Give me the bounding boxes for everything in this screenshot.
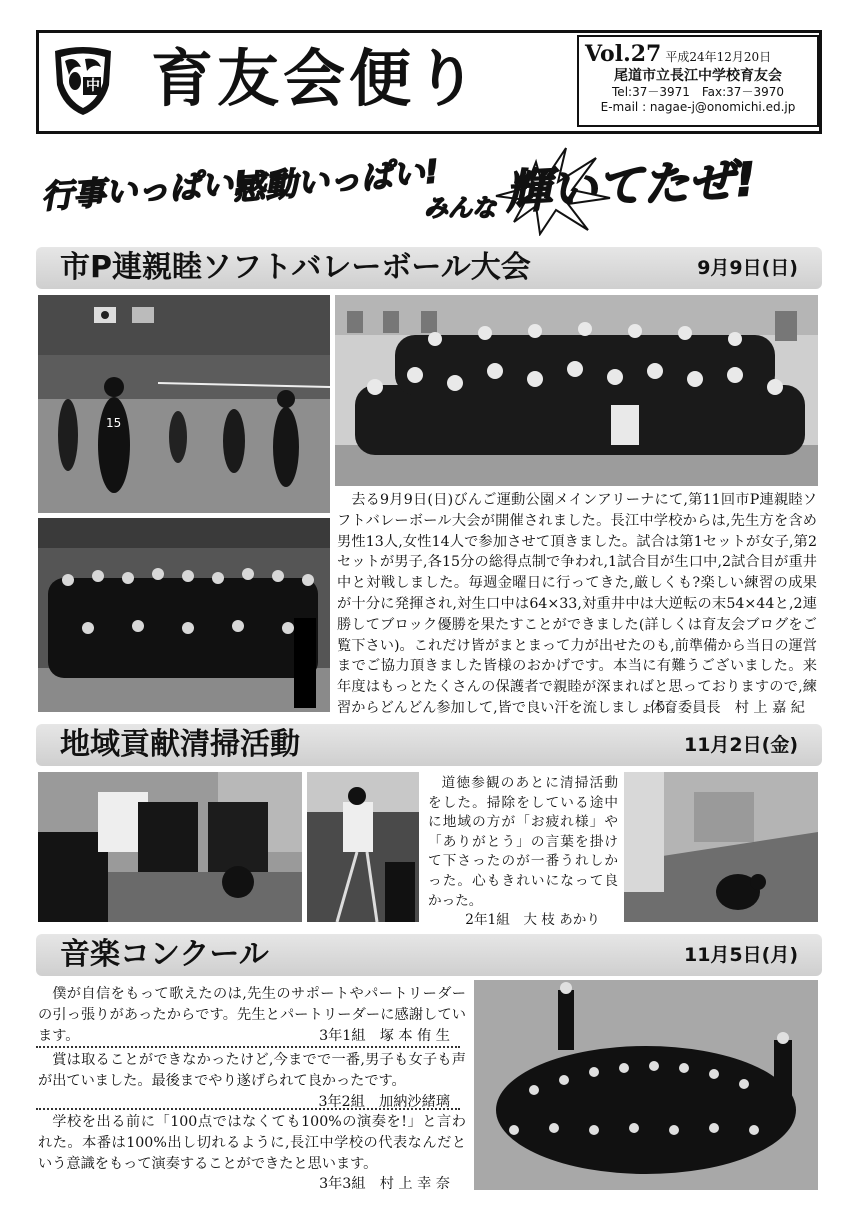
issue-date: 平成24年12月20日 (665, 50, 772, 64)
photo-volleyball-group (38, 518, 330, 712)
slogan-banner (36, 142, 822, 236)
jersey-number: 15 (106, 416, 122, 430)
music-comment-1-signature: 3年1組 塚 本 侑 生 (319, 1027, 450, 1044)
music-comment-1 (38, 984, 466, 1046)
article-volleyball-paragraph: 去る9月9日(日)びんご運動公園メインアリーナにて,第11回市P連親睦ソフトバレーボール大会が開催されました。長江中学校からは,先生方を含め男性13人,女性14人で参加させて頂きました。試合は第1セットが女子,第2セットが男子,各15分の総得点制で争われ,1試合目が生口中,2試合目が重井中と対戦しました。毎週金曜日に行ってきた,厳しくも?楽しい練習の成果が十分に発揮され,対生口中は64×33,対重井中は大逆転の末54×44と,2連勝してブロック優勝を果たすことができました(詳しくは育友会ブログをご覧下さい)。これだけ皆がまとまって力が出せたのも,前準備から当日の運営までご協力頂きました皆様のおかげです。本当に有難うございました。来年度はもっとたくさんの保護者で親睦が深まればと思っておりますので,練習からどんどん参加して,皆で良い汗を流しましょう。 (337, 492, 817, 716)
section-bar-cleanup (36, 724, 822, 766)
newsletter-title: 育友会便り (151, 42, 482, 115)
photo-music-group (474, 980, 818, 1190)
photo-cleanup-ladder (307, 772, 419, 922)
slogan-part2: 感動いっぱい! (231, 152, 441, 208)
school-crest-icon (51, 45, 115, 117)
tel-fax: Tel:37－3971 Fax:37－3970 (612, 85, 784, 99)
music-comment-2 (38, 1050, 466, 1112)
school-name: 尾道市立長江中学校育友会 (614, 68, 782, 84)
section-title-volleyball: 市P連親睦ソフトバレーボール大会 (60, 250, 531, 285)
slogan-part3: みんな (424, 194, 496, 222)
music-comment-1-text: 僕が自信をもって歌えたのは,先生のサポートやパートリーダーの引っ張りがあったからです。先生とパートリーダーに感謝しています。 (38, 986, 466, 1044)
slogan-part1: 行事いっぱい! (39, 163, 249, 216)
section-bar-music (36, 934, 822, 976)
section-date-volleyball: 9月9日(日) (697, 257, 798, 279)
section-date-cleanup: 11月2日(金) (683, 734, 798, 756)
article-volleyball-signature: 体育委員長 村 上 嘉 紀 (649, 699, 805, 716)
music-comment-2-signature: 3年2組 加納沙緒璃 (318, 1093, 450, 1110)
issue-info-box (577, 35, 819, 127)
divider-dotted-1 (36, 1046, 460, 1048)
photo-volleyball-match (38, 295, 330, 513)
section-date-music: 11月5日(月) (683, 944, 798, 966)
masthead (36, 30, 822, 134)
slogan-part4: 輝いてたぜ! (503, 151, 758, 219)
volume-number: Vol.27 (585, 41, 662, 67)
section-title-cleanup: 地域貢献清掃活動 (60, 727, 300, 762)
section-title-music: 音楽コンクール (60, 937, 269, 972)
divider-dotted-2 (36, 1108, 460, 1110)
music-comment-3-text: 学校を出る前に「100点ではなくても100%の演奏を!」と言われた。本番は100%出し切れるように,長江中学校の代表なんだという意識をもって演奏することができたと思います。 (38, 1114, 466, 1172)
article-cleanup (428, 774, 618, 931)
article-volleyball (337, 490, 817, 719)
article-cleanup-signature: 2年1組 大 枝 あかり (465, 912, 600, 929)
music-comment-3-signature: 3年3組 村 上 幸 奈 (319, 1176, 450, 1193)
photo-cleanup-street (38, 772, 302, 922)
music-comment-2-text: 賞は取ることができなかったけど,今までで一番,男子も女子も声が出ていました。最後までやり遂げられて良かったです。 (38, 1052, 466, 1089)
music-comment-3 (38, 1112, 466, 1195)
crest-label: 中 (86, 78, 100, 94)
photo-volleyball-team (335, 295, 818, 486)
article-cleanup-paragraph: 道徳参観のあとに清掃活動をした。掃除をしている途中に地域の方が「お疲れ様」や「ありがとう」の言葉を掛けて下さったのが一番うれしかった。心もきれいになって良かった。 (428, 775, 618, 909)
section-bar-volleyball (36, 247, 822, 289)
photo-cleanup-hallway (624, 772, 818, 922)
email-address: E-mail : nagae-j@onomichi.ed.jp (600, 100, 796, 114)
